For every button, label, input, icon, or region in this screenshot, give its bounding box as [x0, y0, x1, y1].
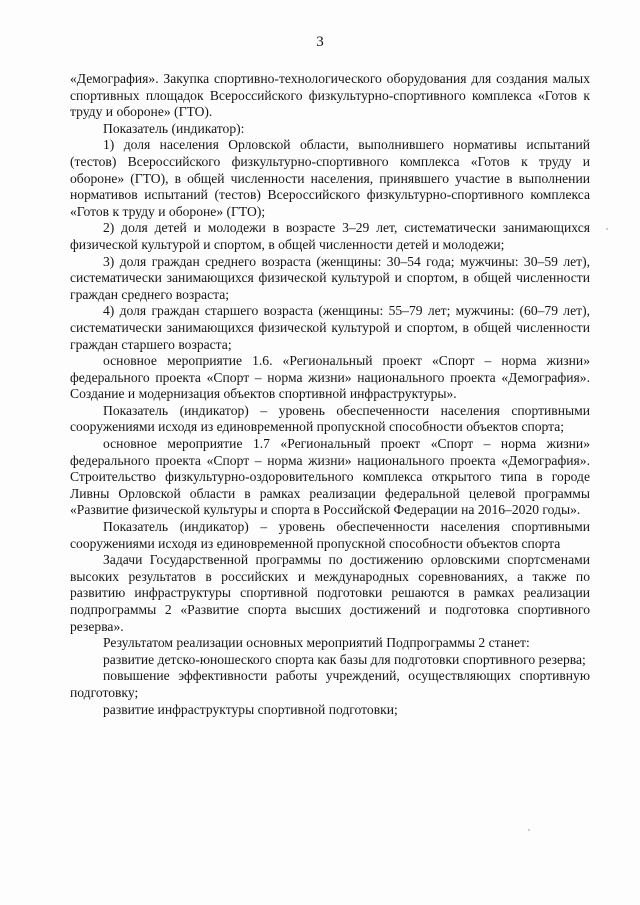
paragraph-indicator-4: 4) доля граждан старшего возраста (женщины: 55–79 лет; мужчины: (60–79 лет), систематически занимающихся физической культурой и спортом, в общей численности граждан старшего возраста; — [70, 303, 590, 352]
paragraph-results-heading: Результатом реализации основных мероприятий Подпрограммы 2 станет: — [103, 635, 530, 651]
paragraph-indicator-1: 1) доля населения Орловской области, выполнившего нормативы испытаний (тестов) Всероссийского физкультурно-спортивного комплекса «Готов к труду и обороне» (ГТО), в общей численности населения, принявшего участие в выполнении нормативов испытаний (тестов) Всероссийского физкультурно-спортивного комплекса «Готов к труду и обороне» (ГТО); — [70, 137, 590, 219]
document-body — [70, 71, 590, 718]
paragraph-demography-gto-equipment: «Демография». Закупка спортивно-технологического оборудования для создания малых спортивных площадок Всероссийского физкультурно-спортивного комплекса «Готов к труду и обороне» (ГТО). — [70, 71, 590, 120]
paragraph-result-1: развитие детско-юношеского спорта как базы для подготовки спортивного резерва; — [103, 651, 586, 667]
page-number: 3 — [316, 34, 324, 50]
paragraph-indicator-3: 3) доля граждан среднего возраста (женщины: 30–54 года; мужчины: 30–59 лет), систематически занимающихся физической культурой и спортом, в общей численности граждан среднего возраста; — [70, 253, 590, 302]
paragraph-measure-1-6-indicator: Показатель (индикатор) – уровень обеспеченности населения спортивными сооружениями исходя из единовременной пропускной способности объектов спорта; — [70, 402, 590, 435]
paragraph-indicator-heading: Показатель (индикатор): — [103, 120, 245, 136]
paragraph-indicator-2: 2) доля детей и молодежи в возрасте 3–29 лет, систематически занимающихся физической культурой и спортом, в общей численности детей и молодежи; — [70, 220, 590, 252]
paragraph-measure-1-6: основное мероприятие 1.6. «Региональный проект «Спорт – норма жизни» федерального проекта «Спорт – норма жизни» национального проекта «Демография». Создание и модернизация объектов спортивной инфраструктуры». — [70, 353, 590, 402]
scan-speck — [528, 829, 530, 831]
paragraph-measure-1-7-indicator: Показатель (индикатор) – уровень обеспеченности населения спортивными сооружениями исходя из единовременной пропускной способности объектов спорта — [70, 519, 590, 551]
paragraph-result-2: повышение эффективности работы учреждений, осуществляющих спортивную подготовку; — [70, 668, 590, 700]
paragraph-measure-1-7: основное мероприятие 1.7 «Региональный проект «Спорт – норма жизни» федерального проекта «Спорт – норма жизни» национального проекта «Демография». Строительство физкультурно-оздоровительного комплекса открытого типа в городе Ливны Орловской области в рамках реализации федеральной целевой программы «Развитие физической культуры и спорта в Российской Федерации на 2016–2020 годы». — [70, 436, 590, 518]
paragraph-tasks-subprogram-2: Задачи Государственной программы по достижению орловскими спортсменами высоких результатов в российских и международных соревнованиях, а также по развитию инфраструктуры спортивной подготовки решаются в рамках реализации подпрограммы 2 «Развитие спорта высших достижений и подготовка спортивного резерва». — [70, 552, 590, 634]
paragraph-result-3: развитие инфраструктуры спортивной подготовки; — [103, 701, 398, 717]
scan-speck — [606, 228, 608, 230]
